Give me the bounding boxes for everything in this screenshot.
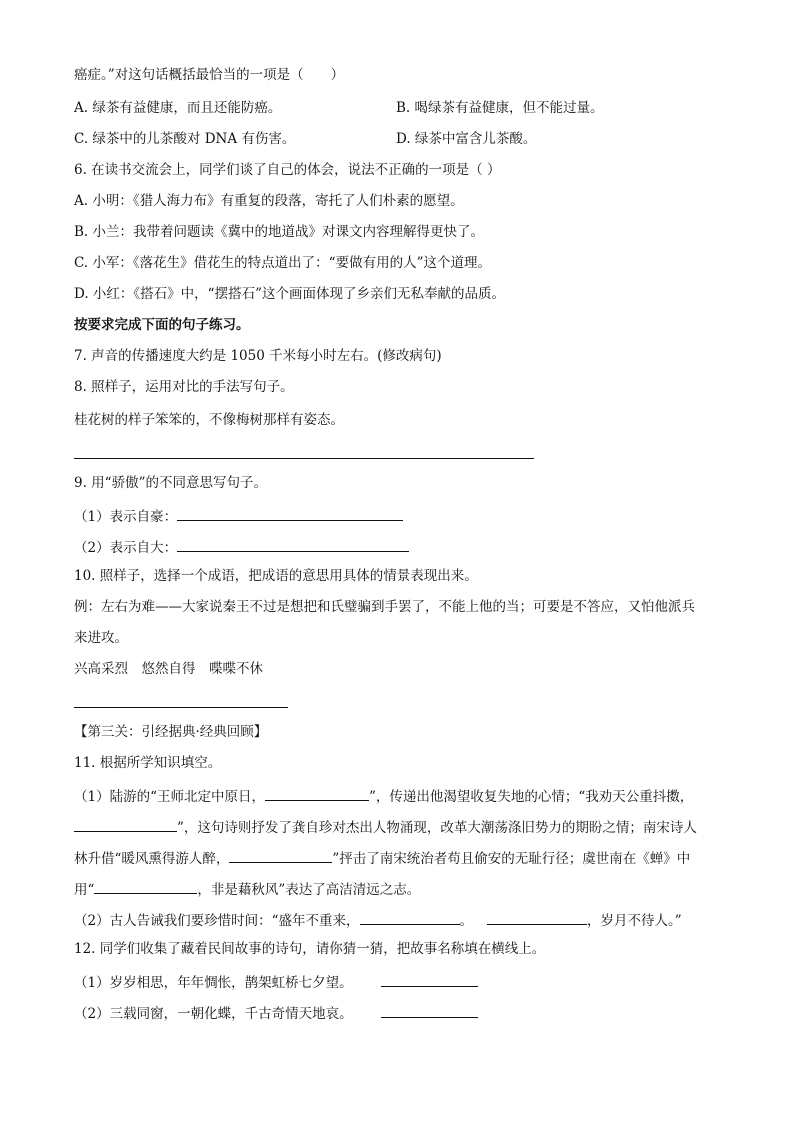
q6-stem: 6. 在读书交流会上，同学们谈了自己的体会，说法不正确的一项是（ ） xyxy=(74,162,501,178)
q11-blank-1[interactable] xyxy=(265,788,369,801)
q12-item-2-text: （2）三载同窗，一朝化蝶，千古奇情天地哀。 xyxy=(74,1006,353,1022)
q6-option-a: A. 小明：《猎人海力布》有重复的段落，寄托了人们朴素的愿望。 xyxy=(74,193,464,209)
q12-item-2 xyxy=(74,1005,478,1022)
q12-item-1 xyxy=(74,974,478,991)
q9-item-1-label: （1）表示自豪： xyxy=(74,509,178,525)
q11-text: ，岁月不待人。” xyxy=(587,913,682,929)
q10-example-line-2: 来进攻。 xyxy=(74,630,128,646)
q7-stem: 7. 声音的传播速度大约是 1050 千米每小时左右。(修改病句) xyxy=(74,348,442,364)
q9-stem: 9. 用“骄傲”的不同意思写句子。 xyxy=(74,475,267,491)
q11-blank-2[interactable] xyxy=(74,819,177,832)
q11-stem: 11. 根据所学知识填空。 xyxy=(74,755,222,771)
q9-item-2 xyxy=(74,539,409,556)
section-heading-sentences: 按要求完成下面的句子练习。 xyxy=(74,317,250,333)
q12-item-1-blank[interactable] xyxy=(381,974,478,987)
q12-item-2-blank[interactable] xyxy=(381,1005,478,1018)
q10-answer-line[interactable] xyxy=(74,707,288,708)
q11-text: 用“ xyxy=(74,882,95,898)
q11-text: （2）古人告诫我们要珍惜时间：“盛年不重来， xyxy=(74,913,360,929)
q6-option-c: C. 小军：《落花生》借花生的特点道出了：“要做有用的人”这个道理。 xyxy=(74,255,491,271)
q6-option-d: D. 小红：《搭石》中，“摆搭石”这个画面体现了乡亲们无私奉献的品质。 xyxy=(74,286,505,302)
q11-text: ”抨击了南宋统治者苟且偷安的无耻行径；虞世南在《蝉》中 xyxy=(332,851,691,867)
q11-part1-line2 xyxy=(74,819,697,836)
q8-stem: 8. 照样子，运用对比的手法写句子。 xyxy=(74,379,294,395)
q12-stem: 12. 同学们收集了藏着民间故事的诗句，请你猜一猜，把故事名称填在横线上。 xyxy=(74,941,546,957)
q11-text: ”，这句诗则抒发了龚自珍对杰出人物涌现，改革大潮荡涤旧势力的期盼之情；南宋诗人 xyxy=(177,820,697,836)
q11-part1-line1 xyxy=(74,788,693,805)
q9-item-2-label: （2）表示自大： xyxy=(74,540,178,556)
q11-blank-3[interactable] xyxy=(229,850,332,863)
q10-example-line-1: 例：左右为难——大家说秦王不过是想把和氏璧骗到手罢了，不能上他的当；可要是不答应，又怕他派兵 xyxy=(74,599,695,615)
q11-text: 林升借“暖风熏得游人醉， xyxy=(74,851,230,867)
q8-answer-line[interactable] xyxy=(74,458,534,459)
q5-option-d: D. 绿茶中富含儿茶酸。 xyxy=(396,131,537,147)
q12-item-1-text: （1）岁岁相思，年年惆怅，鹊架虹桥七夕望。 xyxy=(74,975,353,991)
q11-text: ，非是藉秋风”表达了高洁清远之志。 xyxy=(197,882,421,898)
q5-stem-end: 癌症。”对这句话概括最恰当的一项是（ ） xyxy=(74,67,345,83)
q10-stem: 10. 照样子，选择一个成语，把成语的意思用具体的情景表现出来。 xyxy=(74,568,478,584)
q11-text: 。 xyxy=(459,913,473,929)
q11-text: ”，传递出他渴望收复失地的心情；“我劝天公重抖擞， xyxy=(369,789,694,805)
q11-part2 xyxy=(74,912,682,929)
q11-blank-6[interactable] xyxy=(487,912,587,925)
section-heading-classics: 【第三关：引经据典·经典回顾】 xyxy=(74,724,268,740)
q9-item-1-blank[interactable] xyxy=(177,508,403,521)
q6-option-b: B. 小兰：我带着问题读《冀中的地道战》对课文内容理解得更快了。 xyxy=(74,224,485,240)
q11-text: （1）陆游的“王师北定中原日， xyxy=(74,789,265,805)
q8-example: 桂花树的样子笨笨的，不像梅树那样有姿态。 xyxy=(74,412,344,428)
q5-option-c: C. 绿茶中的儿茶酸对 DNA 有伤害。 xyxy=(74,131,296,147)
q11-blank-4[interactable] xyxy=(94,881,197,894)
q11-part1-line3 xyxy=(74,850,690,867)
q11-blank-5[interactable] xyxy=(360,912,460,925)
q9-item-1 xyxy=(74,508,403,525)
q10-idiom-choices: 兴高采烈 悠然自得 喋喋不休 xyxy=(74,661,263,677)
q5-option-b: B. 喝绿茶有益健康，但不能过量。 xyxy=(396,100,604,116)
q9-item-2-blank[interactable] xyxy=(177,539,409,552)
q11-part1-line4 xyxy=(74,881,420,898)
q5-option-a: A. 绿茶有益健康，而且还能防癌。 xyxy=(74,100,282,116)
